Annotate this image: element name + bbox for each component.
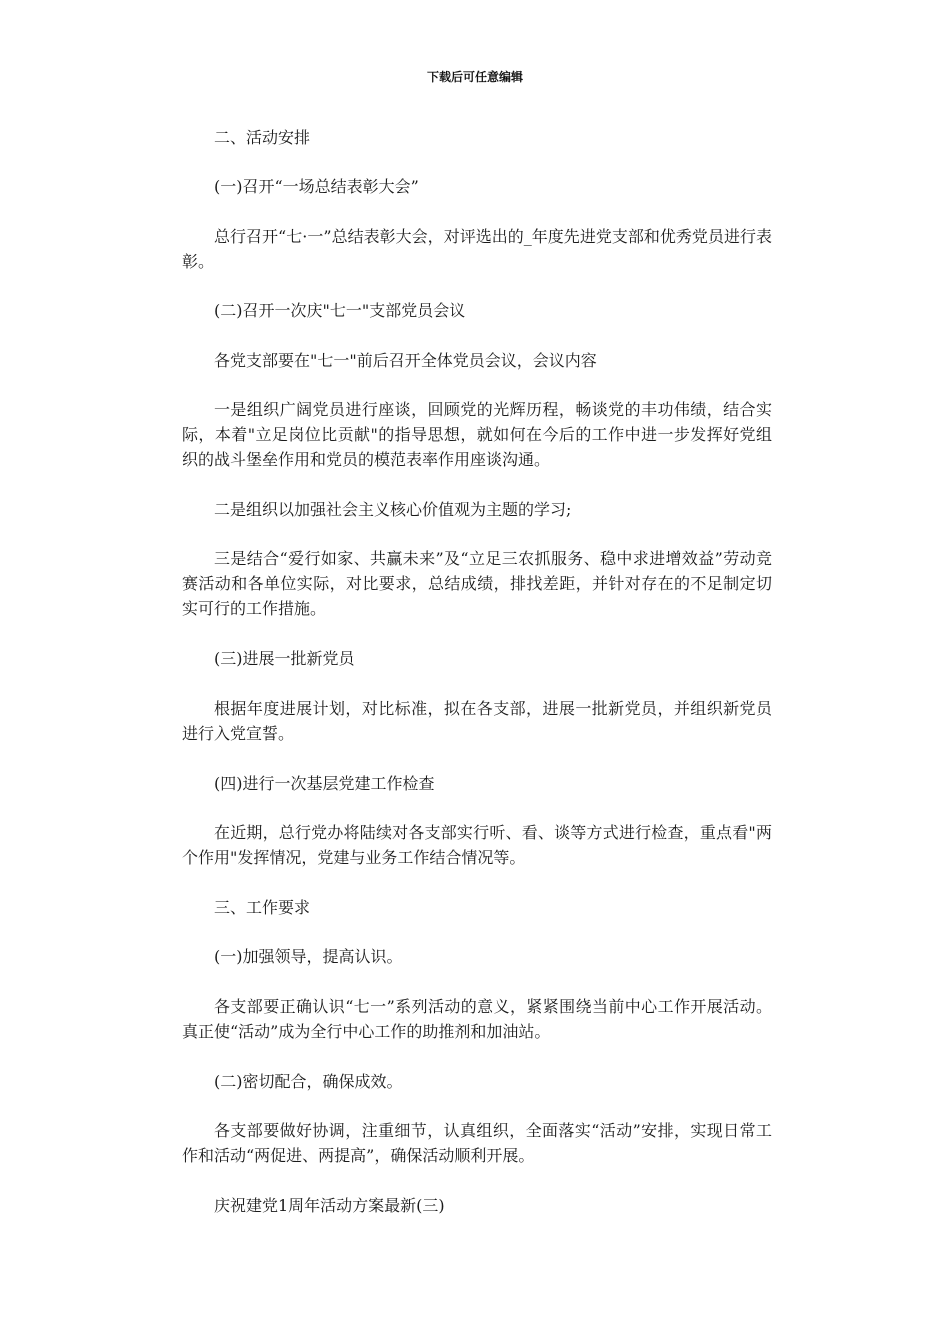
section-heading-activity-arrangement: 二、活动安排	[214, 128, 311, 147]
page-header: 下载后可任意编辑	[426, 70, 523, 84]
subheading-1: (一)加强领导，提高认识。	[214, 947, 403, 966]
paragraph: 三是结合“爱行如家、共赢未来”及“立足三农抓服务、稳中求进增效益”劳动竞赛活动和各单位实际，对比要求，总结成绩，排找差距，并针对存在的不足制定切实可行的工作措施。	[182, 549, 772, 618]
paragraph: 各支部要正确认识“七一”系列活动的意义，紧紧围绕当前中心工作开展活动。真正使“活动”成为全行中心工作的助推剂和加油站。	[182, 997, 772, 1041]
paragraph: 各党支部要在"七一"前后召开全体党员会议，会议内容	[214, 351, 597, 370]
paragraph: 二是组织以加强社会主义核心价值观为主题的学习;	[214, 500, 572, 519]
subheading-1: (一)召开“一场总结表彰大会”	[214, 177, 419, 196]
paragraph: 在近期，总行党办将陆续对各支部实行听、看、谈等方式进行检查，重点看"两个作用"发挥情况，党建与业务工作结合情况等。	[182, 823, 772, 867]
subheading-3: (三)进展一批新党员	[214, 649, 355, 668]
paragraph: 一是组织广阔党员进行座谈，回顾党的光辉历程，畅谈党的丰功伟绩，结合实际，本着"立足岗位比贡献"的指导思想，就如何在今后的工作中进一步发挥好党组织的战斗堡垒作用和党员的模范表率作用座谈沟通。	[182, 400, 772, 469]
paragraph: 根据年度进展计划，对比标准，拟在各支部，进展一批新党员，并组织新党员进行入党宣誓。	[182, 699, 772, 743]
subheading-2: (二)密切配合，确保成效。	[214, 1072, 403, 1091]
subheading-2: (二)召开一次庆"七一"支部党员会议	[214, 301, 466, 320]
subheading-4: (四)进行一次基层党建工作检查	[214, 774, 435, 793]
section-heading-work-requirements: 三、工作要求	[214, 898, 311, 917]
document-title-next: 庆祝建党1周年活动方案最新(三)	[214, 1196, 445, 1215]
paragraph: 各支部要做好协调，注重细节，认真组织，全面落实“活动”安排，实现日常工作和活动“两促进、两提高”，确保活动顺利开展。	[182, 1121, 772, 1165]
paragraph: 总行召开“七·一”总结表彰大会，对评选出的_年度先进党支部和优秀党员进行表彰。	[182, 227, 772, 271]
